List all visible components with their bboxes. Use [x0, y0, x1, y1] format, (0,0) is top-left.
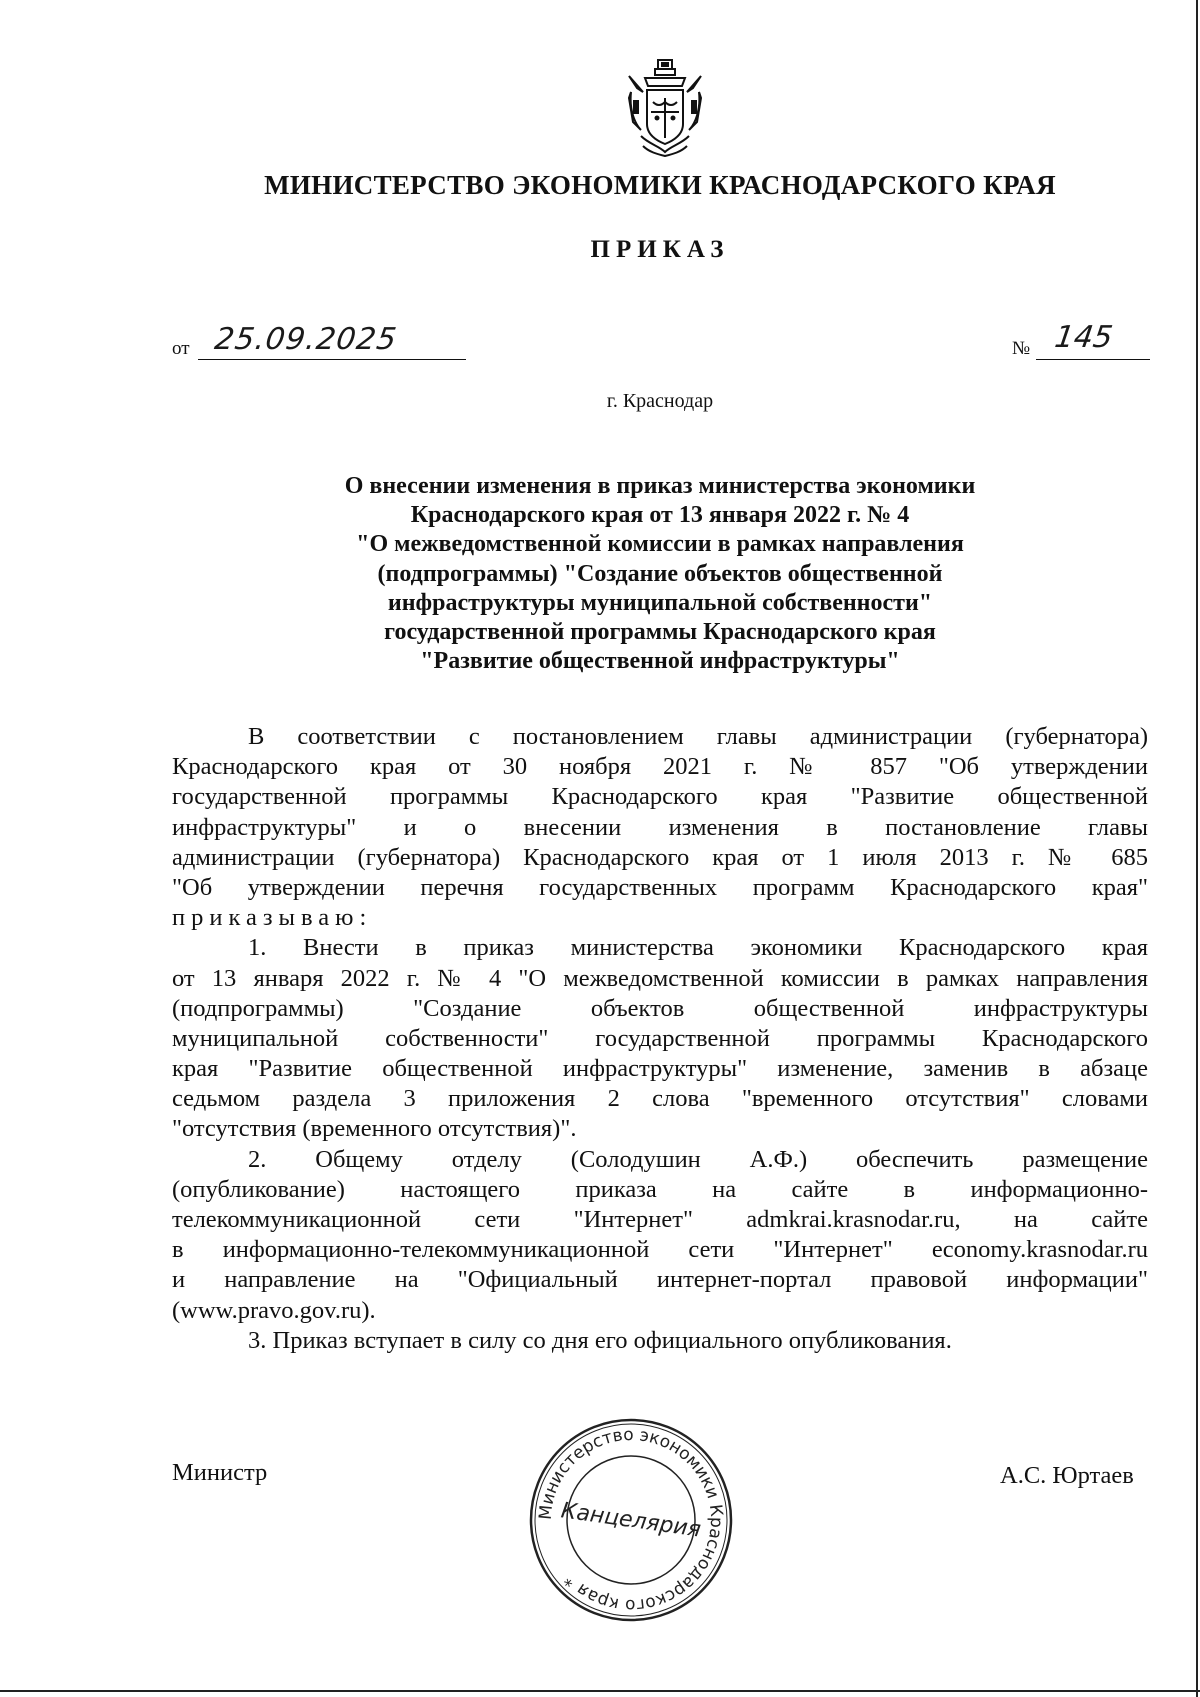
ministry-name: МИНИСТЕРСТВО ЭКОНОМИКИ КРАСНОДАРСКОГО КРАЯ: [264, 170, 1056, 200]
body-line: инфраструктуры" и о внесении изменения в постановление главы: [172, 813, 1148, 841]
date-prefix: от: [172, 338, 190, 359]
body-line: администрации (губернатора) Краснодарского края от 1 июля 2013 г. № 685: [172, 843, 1148, 871]
title-line: (подпрограммы) "Создание объектов общественной: [377, 560, 943, 587]
body-line: (www.pravo.gov.ru).: [172, 1296, 376, 1324]
body-line: В соответствии с постановлением главы администрации (губернатора): [248, 723, 1148, 750]
title-line: "О межведомственной комиссии в рамках направления: [356, 531, 964, 558]
title-line: Краснодарского края от 13 января 2022 г. № 4: [410, 502, 910, 529]
number-prefix: №: [1012, 338, 1031, 359]
title-line: государственной программы Краснодарского края: [384, 619, 936, 646]
order-body: [172, 722, 1148, 1356]
body-line: муниципальной собственности" государственной программы Краснодарского: [172, 1024, 1148, 1052]
body-line: 2. Общему отделу (Солодушин А.Ф.) обеспечить размещение: [248, 1145, 1148, 1173]
body-line: от 13 января 2022 г. № 4 "О межведомственной комиссии в рамках направления: [172, 964, 1148, 992]
body-line: края "Развитие общественной инфраструктуры" изменение, заменив в абзаце: [172, 1055, 1148, 1083]
body-line: (подпрограммы) "Создание объектов общественной инфраструктуры: [172, 994, 1148, 1022]
body-line: (опубликование) настоящего приказа на сайте в информационно-: [172, 1175, 1148, 1203]
title-line: инфраструктуры муниципальной собственности": [387, 589, 933, 616]
title-line: "Развитие общественной инфраструктуры": [420, 648, 900, 675]
page-edge-bottom: [0, 1690, 1200, 1692]
body-line: "отсутствия (временного отсутствия)".: [172, 1115, 577, 1143]
number-underline: [1036, 359, 1150, 360]
body-line: 1. Внести в приказ министерства экономики Краснодарского края: [248, 934, 1148, 962]
coat-of-arms-icon: [625, 58, 705, 160]
stamp-ring-text: Министерство экономики Краснодарского края *: [535, 1424, 727, 1616]
body-line-decision: приказываю:: [172, 904, 373, 932]
body-line: Краснодарского края от 30 ноября 2021 г. № 857 "Об утверждении: [172, 753, 1148, 781]
body-line: "Об утверждении перечня государственных программ Краснодарского края": [172, 873, 1148, 901]
order-date: 25.09.2025: [212, 322, 400, 357]
date-underline: [198, 359, 466, 360]
order-title: [260, 472, 1060, 676]
order-number: 145: [1052, 320, 1115, 355]
body-line: и направление на "Официальный интернет-портал правовой информации": [172, 1266, 1148, 1294]
body-line: седьмом раздела 3 приложения 2 слова "временного отсутствия" словами: [172, 1085, 1148, 1113]
body-line: телекоммуникационной сети "Интернет" admkrai.krasnodar.ru, на сайте: [172, 1206, 1148, 1233]
signatory-position: Министр: [172, 1459, 268, 1486]
stamp-center-text: Канцелярия: [559, 1498, 703, 1543]
document-type-title: ПРИКАЗ: [590, 236, 730, 263]
body-line: в информационно-телекоммуникационной сети "Интернет" economy.krasnodar.ru: [172, 1236, 1148, 1264]
office-stamp: [526, 1415, 736, 1625]
city: г. Краснодар: [606, 390, 714, 412]
body-line: государственной программы Краснодарского края "Развитие общественной: [172, 783, 1148, 811]
body-line: 3. Приказ вступает в силу со дня его официального опубликования.: [248, 1326, 952, 1354]
title-line: О внесении изменения в приказ министерства экономики: [344, 473, 976, 499]
signatory-name: А.С. Юртаев: [1000, 1462, 1134, 1489]
